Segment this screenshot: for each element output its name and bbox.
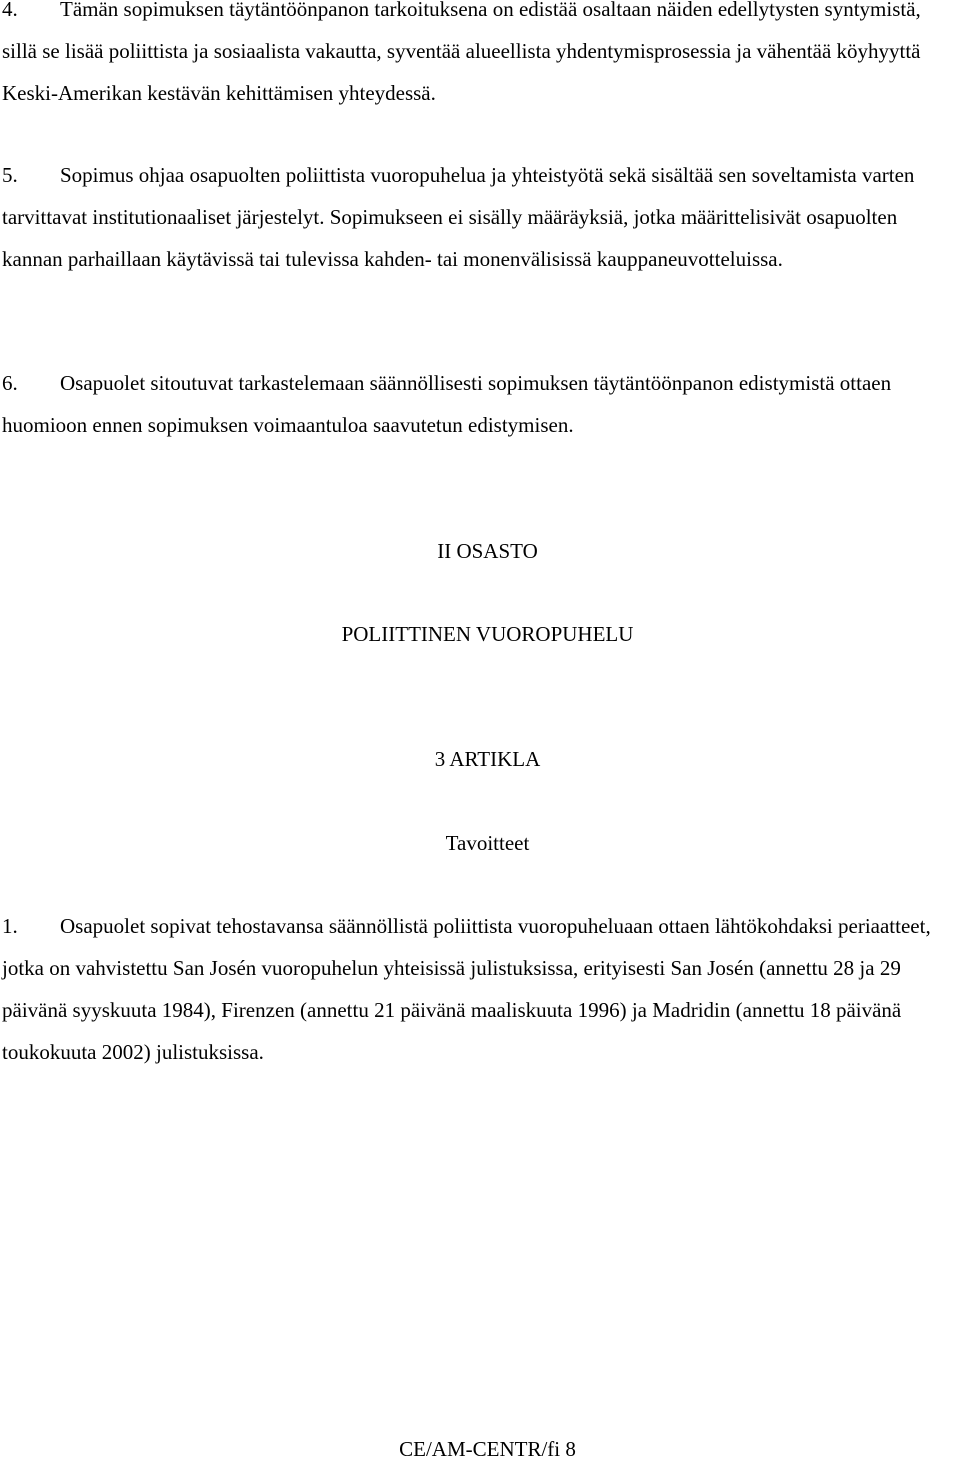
- part-heading: II OSASTO: [437, 539, 538, 563]
- paragraph-6: [2, 362, 956, 446]
- page-footer-reference: CE/AM-CENTR/fi 8: [399, 1437, 576, 1461]
- article-paragraph-1: [2, 905, 956, 1073]
- paragraph-5: [2, 154, 956, 280]
- part-title: POLIITTINEN VUOROPUHELU: [341, 622, 634, 646]
- article-heading: 3 ARTIKLA: [434, 747, 541, 771]
- paragraph-number: 4.: [2, 0, 18, 21]
- paragraph-number: 6.: [2, 371, 18, 395]
- paragraph-text: Sopimus ohjaa osapuolten poliittista vuoropuhelua ja yhteistyötä sekä sisältää sen soveltamista varten tarvittavat institutionaaliset järjestelyt. Sopimukseen ei sisälly määräyksiä, jotka määrittelisivät osapuolten kannan parhaillaan käytävissä tai tulevissa kahden- tai monenvälisissä kauppaneuvotteluissa.: [2, 163, 915, 271]
- paragraph-text: Osapuolet sitoutuvat tarkastelemaan säännöllisesti sopimuksen täytäntöönpanon edistymistä ottaen huomioon ennen sopimuksen voimaantuloa saavutetun edistymisen.: [2, 371, 892, 437]
- paragraph-text: Tämän sopimuksen täytäntöönpanon tarkoituksena on edistää osaltaan näiden edellytysten syntymistä, sillä se lisää poliittista ja sosiaalista vakautta, syventää alueellista yhdentymisprosessia ja vähentää köyhyyttä Keski-Amerikan kestävän kehittämisen yhteydessä.: [2, 0, 921, 105]
- paragraph-number: 5.: [2, 163, 18, 187]
- article-title: Tavoitteet: [445, 831, 530, 855]
- paragraph-number: 1.: [2, 914, 18, 938]
- paragraph-text: Osapuolet sopivat tehostavansa säännöllistä poliittista vuoropuheluaan ottaen lähtökohdaksi periaatteet, jotka on vahvistettu San Josén vuoropuhelun yhteisissä julistuksissa, erityisesti San Josén (annettu 28 ja 29 päivänä syyskuuta 1984), Firenzen (annettu 21 päivänä maaliskuuta 1996) ja Madridin (annettu 18 päivänä toukokuuta 2002) julistuksissa.: [2, 914, 931, 1064]
- paragraph-4: [2, 0, 956, 114]
